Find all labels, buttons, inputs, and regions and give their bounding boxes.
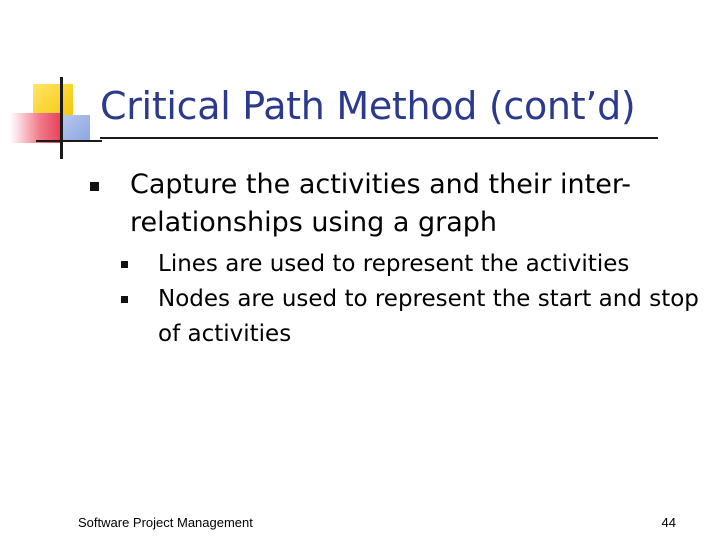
- squares-logo-icon: [0, 0, 100, 170]
- slide-title: Critical Path Method (cont’d): [100, 84, 636, 128]
- sub-bullet-item: [121, 282, 701, 352]
- square-bullet-icon: [121, 261, 128, 268]
- sub-bullet-item: [121, 247, 701, 282]
- sub-bullet-text: Lines are used to represent the activities: [158, 251, 630, 277]
- bullet-item: [90, 166, 690, 242]
- logo-horizontal-line: [36, 140, 102, 142]
- logo-vertical-line: [60, 77, 63, 159]
- sub-bullet-text: Nodes are used to represent the start and stop of activities: [158, 286, 699, 347]
- bullet-text: Capture the activities and their inter-relationships using a graph: [130, 169, 631, 238]
- title-underline: [100, 137, 658, 139]
- sub-bullet-list: [121, 247, 701, 352]
- pink-square: [10, 113, 60, 143]
- footer-course-name: Software Project Management: [78, 515, 253, 530]
- square-bullet-icon: [90, 182, 99, 191]
- footer-page-number: 44: [661, 515, 676, 530]
- square-bullet-icon: [121, 296, 128, 303]
- blue-square: [63, 115, 90, 140]
